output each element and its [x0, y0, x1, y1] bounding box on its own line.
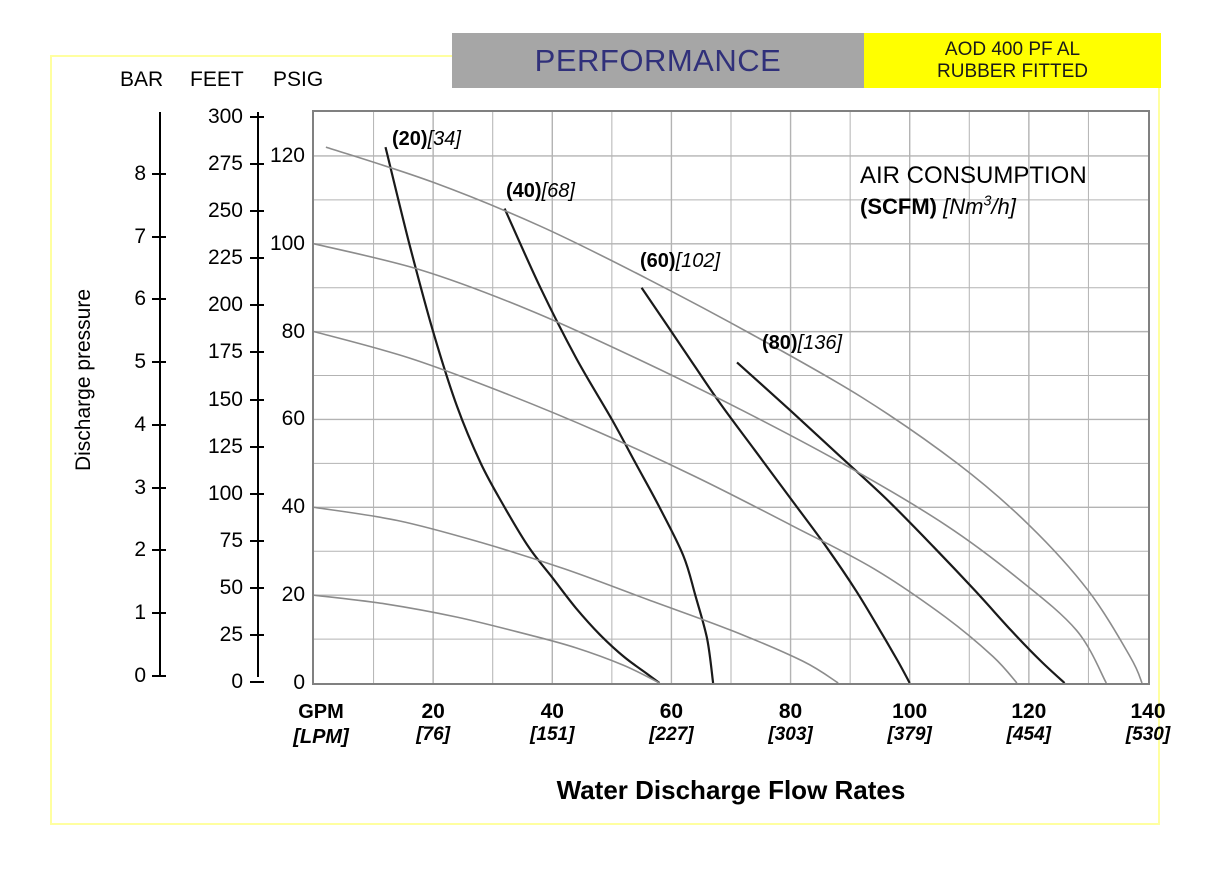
x-tick-40: [507, 700, 597, 746]
feet-tick: 75: [219, 528, 243, 552]
feet-tick: 175: [207, 340, 243, 364]
bar-tick: 0: [134, 664, 146, 687]
air-consumption-title: AIR CONSUMPTION: [860, 162, 1087, 189]
bar-tick: 8: [134, 161, 146, 185]
feet-tick: 125: [207, 434, 243, 458]
bar-tick: 1: [134, 601, 146, 625]
x-tick-lpm: [303]: [768, 724, 813, 745]
curve-label-nm3h: [102]: [675, 250, 721, 272]
feet-tick: 300: [207, 105, 243, 128]
feet-tick: 100: [207, 481, 243, 505]
feet-tick: 275: [207, 152, 243, 176]
bar-tick: 3: [134, 475, 146, 499]
bar-tick: 2: [134, 538, 146, 562]
curve-label-40: [506, 180, 575, 203]
bar-tick: 5: [134, 350, 146, 374]
curve-label-scfm: (60): [640, 250, 676, 272]
feet-tick: 50: [219, 575, 243, 599]
x-tick-gpm: 40: [540, 700, 564, 723]
air-consumption-units-nm3h: [Nm$^3$/h]: [943, 194, 1016, 220]
air-consumption-legend: [860, 160, 1087, 222]
x-tick-80: [746, 700, 836, 746]
x-tick-lpm: [76]: [416, 724, 451, 745]
gpm-label: GPM: [298, 701, 344, 723]
feet-tick: 200: [207, 293, 243, 317]
bar-tick: 6: [134, 287, 146, 311]
feet-tick: 150: [207, 387, 243, 411]
x-tick-lpm: [227]: [649, 724, 694, 745]
y-axis-title: Discharge pressure: [72, 288, 95, 472]
psig-axis-caption: PSIG: [273, 68, 324, 91]
x-tick-lpm: [379]: [887, 724, 932, 745]
bar-axis-caption: BAR: [120, 68, 164, 91]
model-banner-line2: RUBBER FITTED: [937, 60, 1088, 82]
feet-tick: 0: [231, 670, 243, 693]
x-tick-gpm: 80: [778, 700, 803, 723]
x-tick-gpm: 140: [1130, 700, 1166, 723]
curve-(20)[34]: [386, 147, 660, 683]
x-tick-lpm: [454]: [1006, 724, 1052, 745]
x-axis-title: Water Discharge Flow Rates: [556, 775, 906, 805]
bar-tick: 4: [134, 412, 146, 436]
curve-label-scfm: (40): [506, 180, 542, 202]
performance-banner-label: PERFORMANCE: [534, 42, 782, 78]
psig-tick: 60: [281, 407, 305, 431]
curve-label-nm3h: [136]: [797, 332, 843, 354]
psig-tick: 100: [269, 231, 305, 255]
psig-tick: 120: [269, 143, 305, 167]
curve-label-scfm: (20): [392, 128, 428, 150]
x-tick-gpm: 100: [892, 700, 928, 723]
feet-axis-caption: FEET: [190, 68, 244, 91]
lpm-label: [LPM]: [293, 726, 349, 748]
air-consumption-units-scfm: (SCFM): [860, 194, 937, 220]
curve-label-80: [762, 332, 842, 355]
x-tick-20: [388, 700, 478, 746]
feet-tick: 25: [219, 622, 243, 646]
x-tick-120: [984, 700, 1074, 746]
air-consumption-units: [860, 192, 1087, 222]
psig-tick: 80: [281, 319, 305, 343]
curve-inlet-air-100: [326, 147, 1142, 683]
curve-label-nm3h: [34]: [427, 128, 461, 150]
psig-tick: 20: [281, 583, 305, 607]
curve-label-20: [392, 128, 461, 151]
curve-label-60: [640, 250, 720, 273]
x-tick-lpm: [530]: [1125, 724, 1171, 745]
bar-tick: 7: [134, 224, 146, 248]
x-tick-140: [1103, 700, 1193, 746]
x-tick-gpm: 20: [421, 700, 445, 723]
x-tick-60: [626, 700, 716, 746]
psig-tick: 40: [281, 495, 305, 519]
x-tick-lpm: [151]: [530, 724, 575, 745]
curve-label-nm3h: [68]: [541, 180, 575, 202]
feet-tick: 225: [207, 246, 243, 270]
x-tick-gpm: 60: [659, 700, 684, 723]
x-tick-gpm: 120: [1011, 700, 1047, 723]
x-tick-100: [865, 700, 955, 746]
gpm-unit-caption: [278, 700, 364, 750]
curve-label-scfm: (80): [762, 332, 798, 354]
psig-tick: 0: [293, 671, 305, 694]
feet-tick: 250: [207, 199, 243, 223]
model-banner-line1: AOD 400 PF AL: [944, 38, 1081, 60]
